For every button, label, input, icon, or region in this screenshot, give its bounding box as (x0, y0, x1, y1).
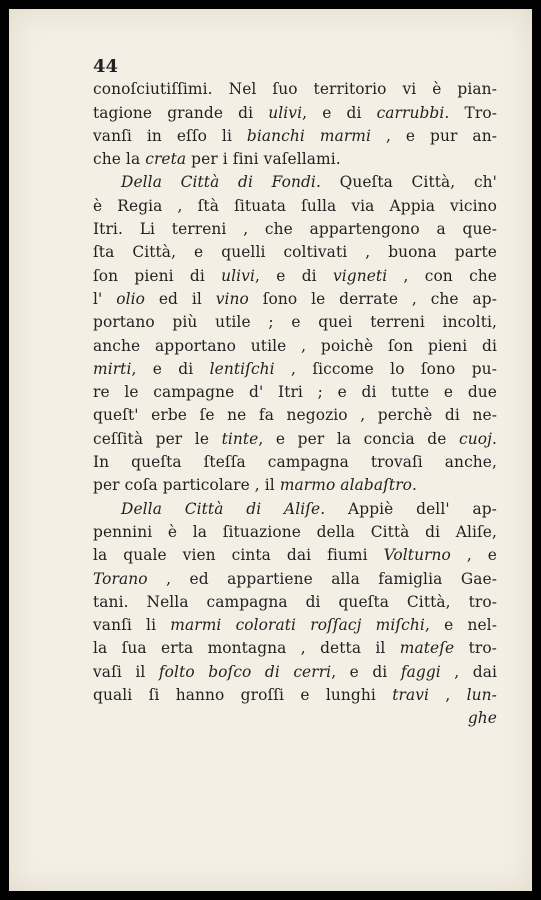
text-line: mirti, e di lentiſchi , ſiccome lo ſono pu- (93, 359, 497, 378)
text-line: che la creta per i fini vaſellami. (93, 150, 341, 169)
text-line: la quale vien cinta dai fiumi Volturno , e (93, 546, 498, 565)
text-line: la ſua erta montagna , detta il mateſe tro- (93, 639, 497, 658)
page-number-line (93, 55, 497, 78)
text-line: tagione grande di ulivi, e di carrubbi. Tro- (93, 103, 497, 122)
text-line: ceſſità per le tinte, e per la concia de cuoj. (93, 429, 497, 448)
text-line: quali ſi hanno groſſi e lunghi travi , lun- (93, 686, 497, 705)
body-text (93, 78, 497, 730)
text-line: conoſciutiſſimi. Nel ſuo territorio vi è pian- (93, 80, 497, 99)
page-number: 44 (93, 56, 119, 77)
text-line: Itri. Li terreni , che appartengono a que- (93, 220, 497, 239)
text-line: vanſi in eſſo li bianchi marmi , e pur an- (93, 126, 498, 145)
text-line: queſt' erbe ſe ne fa negozio , perchè di ne- (93, 406, 497, 425)
text-line: ghe (467, 709, 497, 728)
text-line: pennini è la ſituazione della Città di Aliſe, (93, 522, 497, 541)
text-line: Torano , ed appartiene alla famiglia Gae- (93, 569, 497, 588)
text-line: per coſa particolare , il marmo alabaſtro. (93, 476, 418, 495)
text-line: è Regia , ſtà ſituata ſulla via Appia vicino (93, 196, 497, 215)
text-line: vanſi li marmi colorati roſſacj miſchi, e nel- (93, 616, 498, 635)
page-text (93, 55, 497, 731)
text-line: vaſi il folto boſco di cerri, e di faggi , dai (93, 662, 498, 681)
text-line: anche apportano utile , poichè ſon pieni di (93, 336, 497, 355)
text-line: Della Città di Aliſe. Appiè dell' ap- (121, 499, 497, 518)
text-line: l' olio ed il vino ſono le derrate , che ap- (93, 289, 497, 308)
text-line: ſta Città, e quelli coltivati , buona parte (93, 243, 497, 262)
text-line: re le campagne d' Itri ; e di tutte e due (93, 383, 497, 402)
text-line: Della Città di Fondi. Queſta Città, ch' (121, 173, 498, 192)
book-page (9, 9, 532, 891)
text-line: In queſta ſteſſa campagna trovaſi anche, (93, 453, 497, 472)
text-line: tani. Nella campagna di queſta Città, tro- (93, 592, 497, 611)
text-line: portano più utile ; e quei terreni incolti, (93, 313, 497, 332)
text-line: ſon pieni di ulivi, e di vigneti , con che (93, 266, 498, 285)
